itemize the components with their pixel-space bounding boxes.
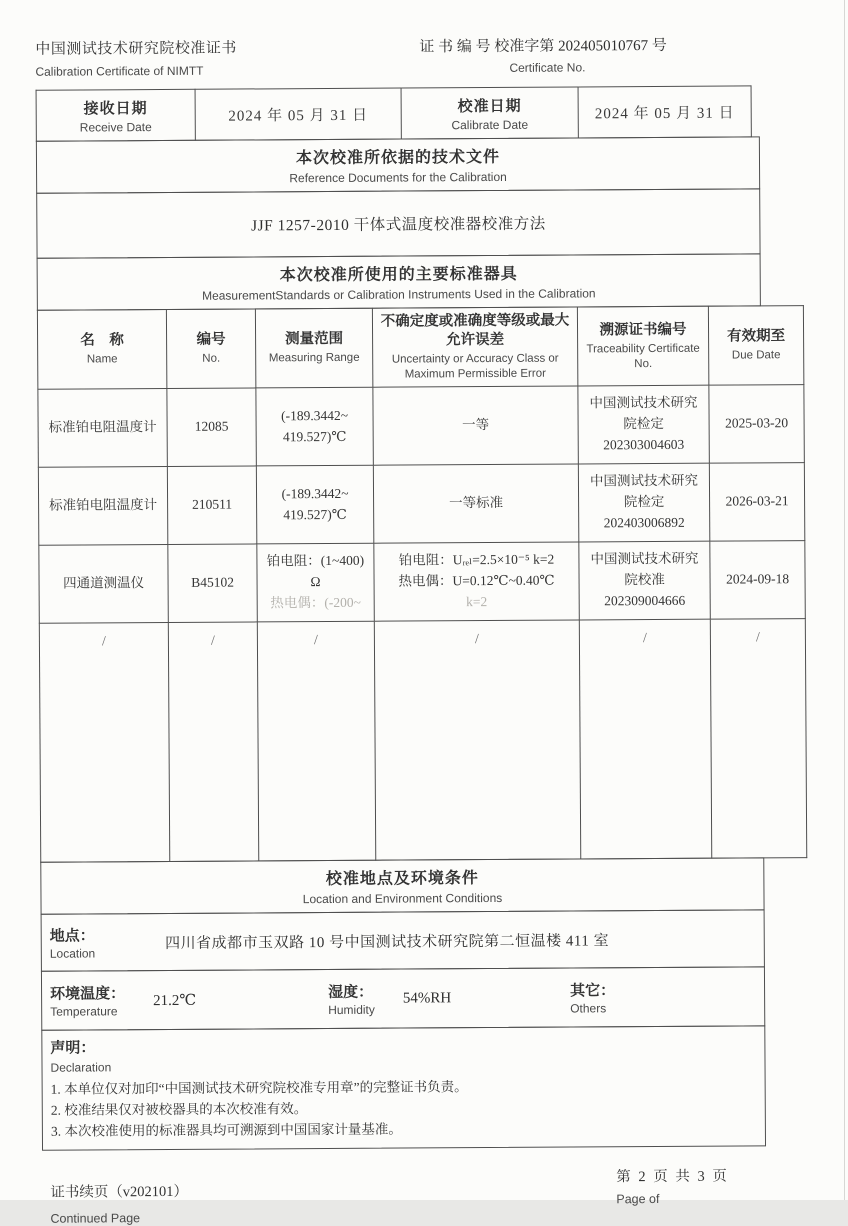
temperature-label-en: Temperature: [50, 1004, 118, 1019]
col-name-en: Name: [86, 353, 118, 366]
humidity-label-zh: 湿度：: [328, 984, 374, 1002]
location-title-zh: 校准地点及环境条件: [325, 870, 479, 889]
cell-range: /: [257, 621, 375, 861]
location-title: [40, 857, 764, 914]
reference-docs-content: JJF 1257-2010 干体式温度校准器校准方法: [36, 188, 760, 258]
col-traceability-zh: 溯源证书编号: [599, 321, 687, 338]
humidity-label-en: Humidity: [328, 1002, 375, 1018]
continued-page-note: [42, 1168, 188, 1226]
location-label: [50, 924, 96, 960]
cell-due: 2026-03-21: [709, 463, 804, 542]
page-footer: [42, 1164, 766, 1225]
cell-uncertainty: 一等: [373, 386, 578, 465]
col-name-zh: 名 称: [80, 332, 124, 349]
humidity-group: [328, 980, 570, 1017]
receive-date-label: [36, 89, 195, 141]
calibrate-date-label: [401, 87, 578, 139]
page-number-zh: 第 2 页 共 3 页: [616, 1168, 729, 1186]
cell-traceability: 中国测试技术研究 院检定 202403006892: [578, 463, 709, 542]
col-traceability-en: Traceability Certificate No.: [586, 342, 700, 370]
cell-due: 2024-09-18: [710, 541, 805, 620]
declaration-item: 3. 本次校准使用的标准器具均可溯源到中国国家计量基准。: [50, 1121, 402, 1139]
page-number-en: Page of: [616, 1191, 660, 1207]
col-no: [166, 309, 255, 389]
document-sheet: [35, 0, 790, 1226]
col-range: [255, 308, 372, 388]
reference-docs-title-en: Reference Documents for the Calibration: [289, 169, 507, 186]
others-label: [570, 979, 615, 1015]
col-uncertainty-en: Uncertainty or Accuracy Class or Maximum Permissible Error: [391, 352, 559, 381]
declaration-label-zh: 声明：: [50, 1040, 96, 1057]
col-no-zh: 编号: [196, 331, 226, 348]
location-value: 四川省成都市玉双路 10 号中国测试技术研究院第二恒温楼 411 室: [165, 932, 610, 952]
cell-name: 四通道测温仪: [39, 544, 168, 623]
cell-due: /: [710, 619, 806, 859]
others-label-zh: 其它：: [570, 983, 616, 1000]
page-number: [616, 1164, 766, 1222]
scan-edge-line: [844, 0, 845, 1200]
continued-page-en: Continued Page: [50, 1211, 141, 1226]
col-traceability: [577, 306, 708, 386]
cell-uncertainty: 铂电阻：Uᵣₑₗ=2.5×10⁻⁵ k=2 热电偶：U=0.12℃~0.40℃ k=2: [374, 542, 579, 621]
cell-range: 铂电阻：(1~400) Ω 热电偶：(-200~: [257, 543, 374, 622]
standards-title-en: MeasurementStandards or Calibration Instruments Used in the Calibration: [202, 286, 596, 303]
location-row: [41, 909, 765, 971]
calibrate-date-value: 2024 年 05 月 31 日: [578, 86, 751, 138]
col-due-zh: 有效期至: [727, 328, 786, 345]
temperature-group: [50, 981, 328, 1019]
col-range-en: Measuring Range: [268, 351, 360, 365]
temperature-label: [50, 982, 125, 1018]
others-label-en: Others: [570, 1001, 607, 1016]
reference-docs-title-zh: 本次校准所依据的技术文件: [295, 148, 501, 168]
reference-docs-title: [36, 136, 760, 193]
cell-no: 210511: [167, 466, 256, 545]
table-row: [38, 385, 804, 468]
cell-traceability: /: [579, 619, 711, 859]
cell-range: (-189.3442~ 419.527)℃: [256, 387, 373, 466]
cell-name: 标准铂电阻温度计: [38, 388, 167, 467]
certificate-number-value: 证 书 编 号 校准字第 202405010767 号: [419, 37, 667, 56]
col-uncertainty-zh: 不确定度或准确度等级或最大允许误差: [380, 312, 570, 348]
receive-date-label-en: Receive Date: [79, 119, 152, 135]
cell-uncertainty: 一等标准: [373, 464, 578, 543]
environment-row: [41, 966, 765, 1030]
declaration-items: [51, 1074, 755, 1141]
col-range-zh: 测量范围: [285, 330, 344, 348]
location-label-zh: 地点：: [49, 928, 95, 945]
others-group: [570, 979, 643, 1015]
table-row: [39, 541, 805, 624]
standards-table-body: [38, 385, 807, 863]
humidity-value: 54%RH: [402, 989, 452, 1007]
declaration-item: 2. 校准结果仅对被校器具的本次校准有效。: [50, 1101, 308, 1118]
institute-title-zh: 中国测试技术研究院校准证书: [35, 40, 237, 58]
dates-row: [36, 86, 751, 141]
cell-range: (-189.3442~ 419.527)℃: [256, 465, 373, 544]
cell-name: /: [39, 622, 169, 862]
certificate-number-label-en: Certificate No.: [509, 60, 586, 75]
standards-header-row: [37, 306, 803, 390]
col-due: [708, 306, 803, 386]
standards-title-zh: 本次校准所使用的主要标准器具: [279, 265, 518, 285]
col-uncertainty: [372, 307, 577, 387]
institute-title-en: Calibration Certificate of NIMTT: [35, 63, 204, 79]
temperature-label-zh: 环境温度：: [50, 986, 126, 1003]
location-label-en: Location: [49, 946, 96, 961]
col-due-en: Due Date: [731, 349, 781, 362]
header: [35, 0, 760, 90]
standards-table: [37, 305, 807, 863]
cell-traceability: 中国测试技术研究 院检定 202303004603: [578, 385, 709, 464]
receive-date-value: 2024 年 05 月 31 日: [195, 88, 401, 140]
standards-title: [37, 253, 761, 310]
table-row: [38, 463, 804, 546]
table-row: [39, 619, 806, 863]
cell-no: /: [168, 622, 258, 862]
calibrate-date-label-en: Calibrate Date: [451, 117, 529, 132]
col-name: [37, 309, 166, 389]
cell-no: B45102: [168, 544, 257, 623]
dates-table: [36, 85, 752, 141]
humidity-label: [328, 981, 375, 1017]
declaration-section: [41, 1025, 766, 1150]
location-title-en: Location and Environment Conditions: [302, 890, 503, 907]
receive-date-label-zh: 接收日期: [83, 100, 148, 117]
calibrate-date-label-zh: 校准日期: [457, 98, 522, 115]
cell-name: 标准铂电阻温度计: [38, 466, 167, 545]
temperature-value: 21.2℃: [153, 992, 197, 1009]
declaration-label-en: Declaration: [50, 1060, 112, 1075]
cell-uncertainty: /: [374, 620, 580, 860]
continued-page-zh: 证书续页（v202101）: [50, 1183, 189, 1201]
institute-title: [35, 37, 237, 79]
certificate-number: [419, 33, 759, 75]
declaration-item: 1. 本单位仅对加印“中国测试技术研究院校准专用章”的完整证书负责。: [50, 1079, 468, 1097]
col-no-en: No.: [202, 352, 221, 365]
cell-traceability: 中国测试技术研究 院校准 202309004666: [579, 541, 710, 620]
cell-no: 12085: [167, 388, 256, 467]
cell-due: 2025-03-20: [709, 385, 804, 464]
